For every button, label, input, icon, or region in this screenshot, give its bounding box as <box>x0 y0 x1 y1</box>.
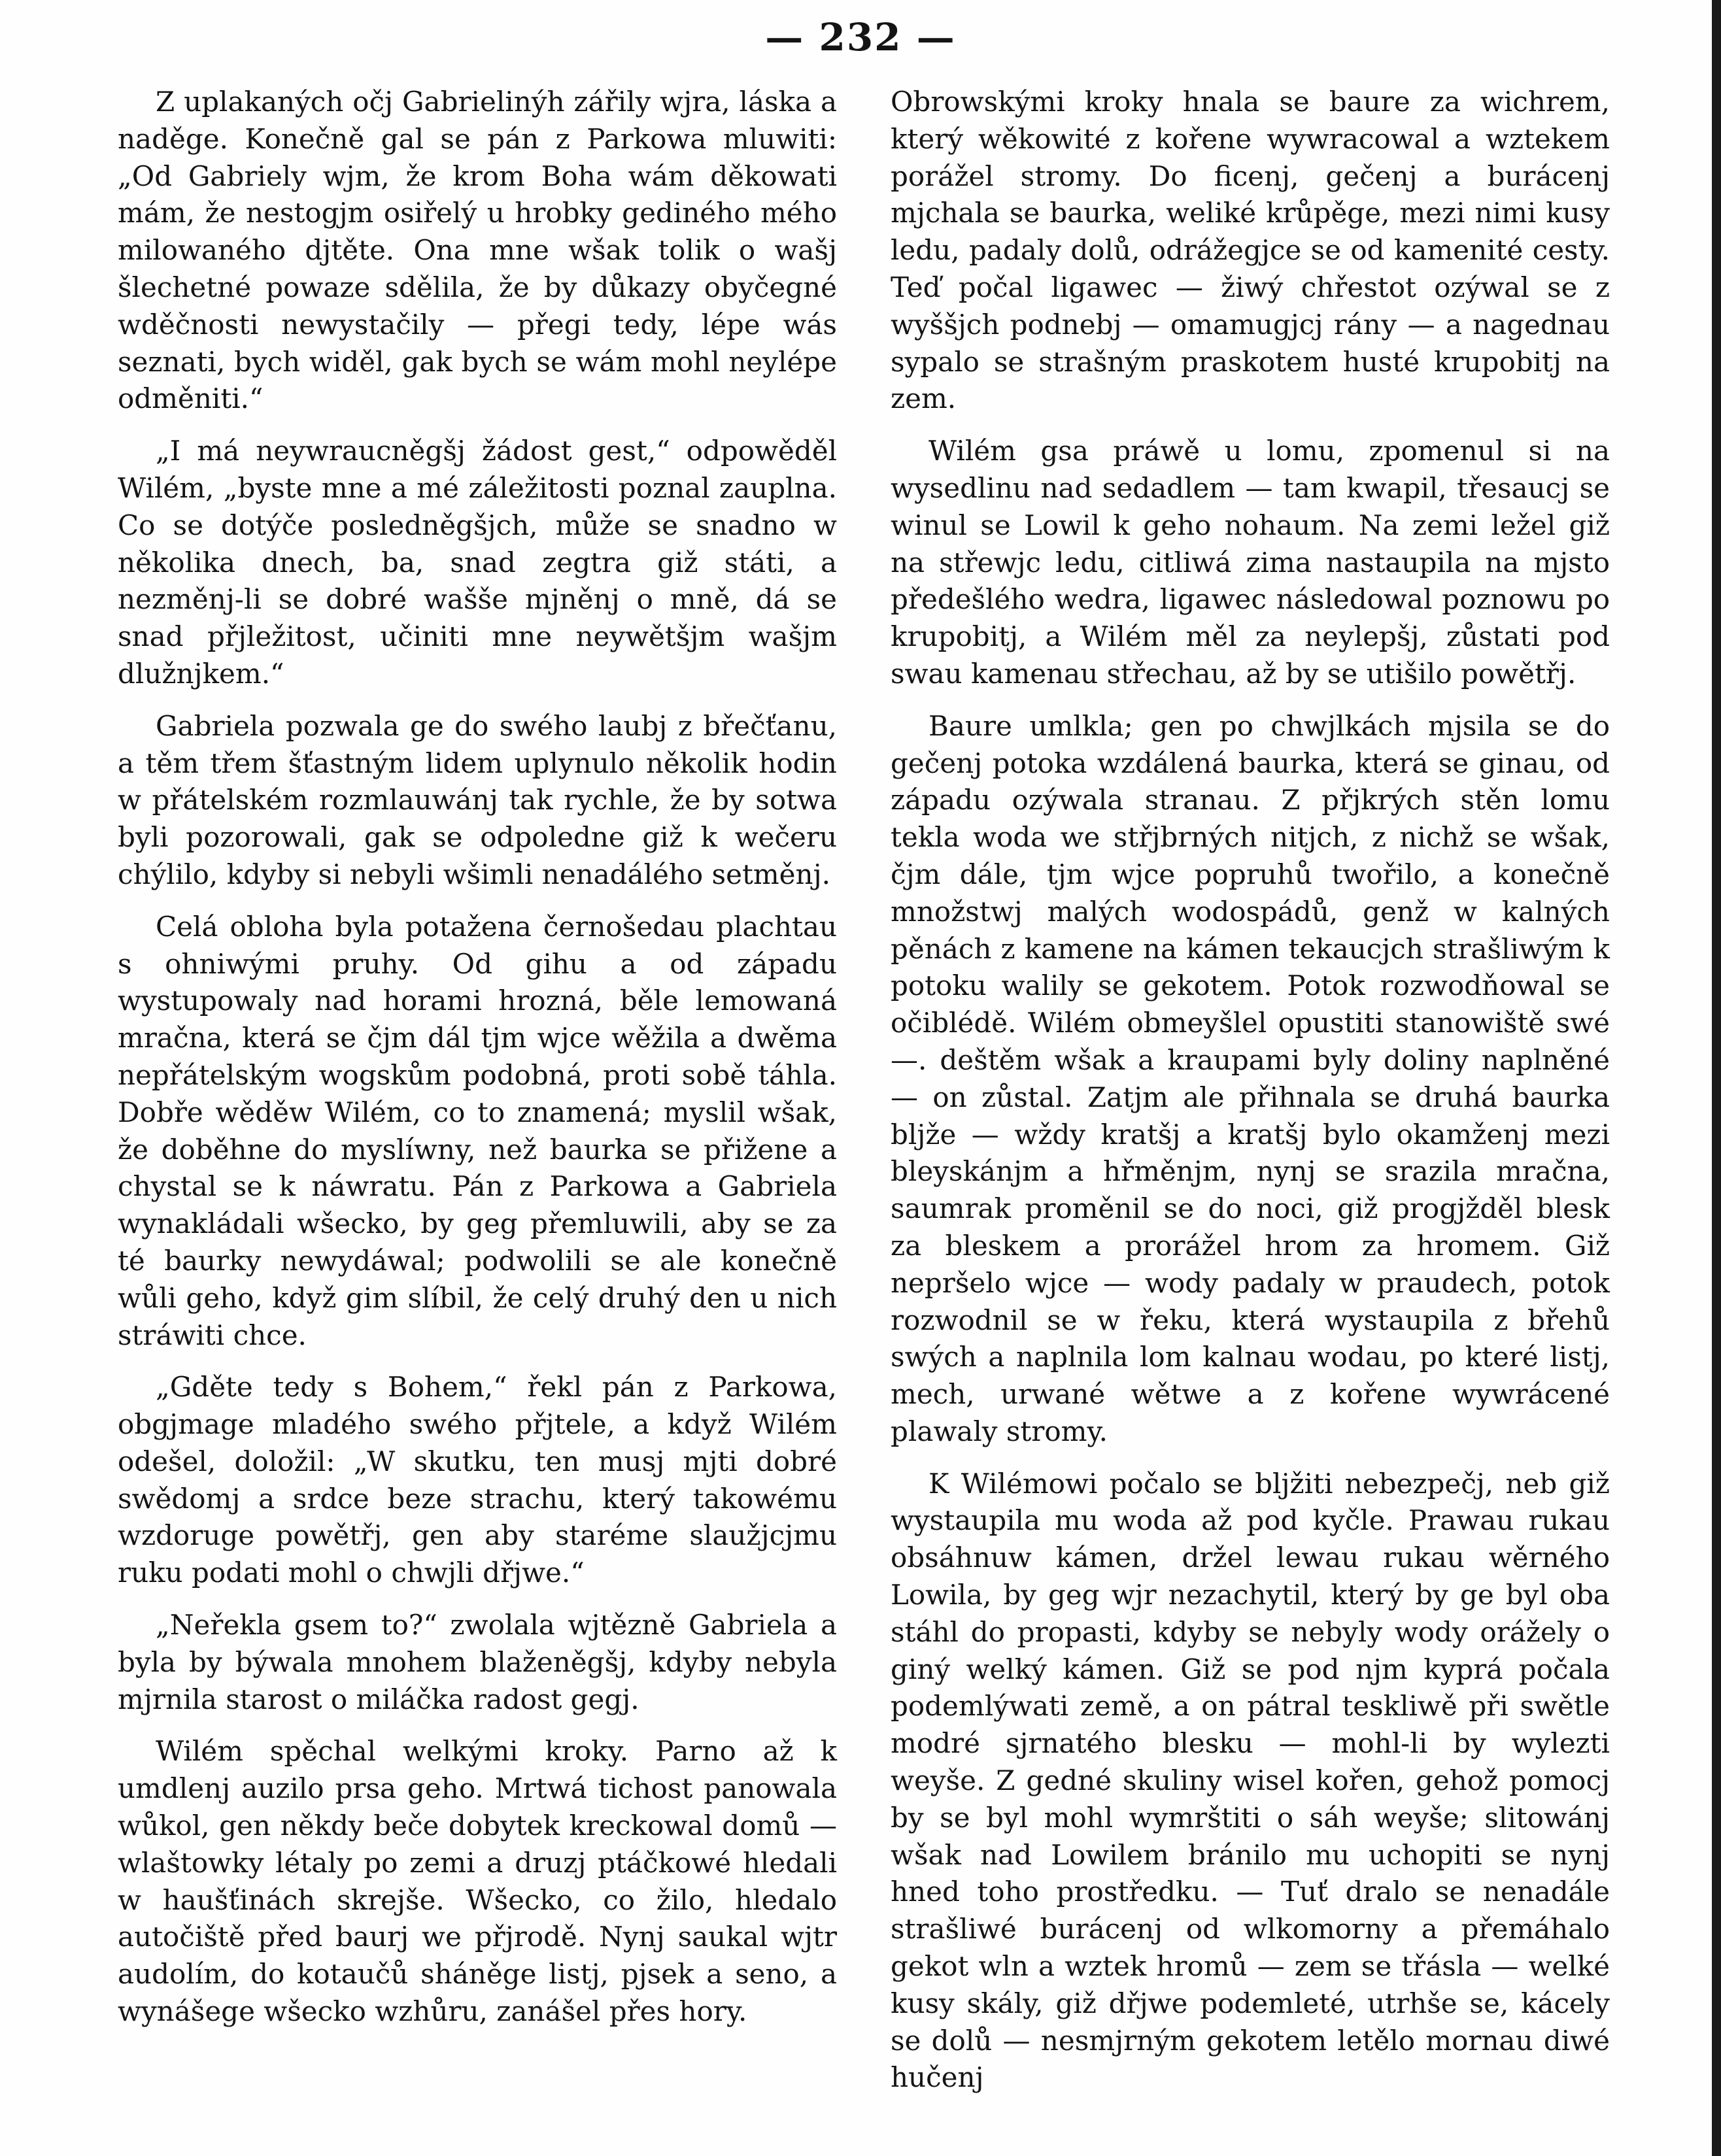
paragraph: Z uplakaných očj Gabrielinýh zářily wjra, láska a naděge. Konečně gal se pán z Parkowa mluwiti: „Od Gabriely wjm, že krom Boha wám děkowati mám, že nestogjm osiřelý u hrobky gediného mého milowaného djtěte. Ona mne wšak tolik o wašj šlechetné powaze sdělila, že by důkazy obyčegné wděčnosti newystačily — přegi tedy, lépe wás seznati, bych widěl, gak bych se wám mohl neylépe odměniti.“ <box>118 86 837 415</box>
paragraph: Celá obloha byla potažena černošedau plachtau s ohniwými pruhy. Od gihu a od západu wystupowaly nad horami hrozná, běle lemowaná mračna, která se čjm dál tjm wjce wěžila a dwěma nepřátelským wogskům podobná, proti sobě táhla. Dobře wěděw Wilém, co to znamená; myslil wšak, že doběhne do myslíwny, než baurka se přižene a chystal se k náwratu. Pán z Parkowa a Gabriela wynakládali wšecko, by geg přemluwili, aby se za té baurky newydáwal; podwolili se ale konečně wůli geho, když gim slíbil, že celý druhý den u nich stráwiti chce. <box>118 910 837 1351</box>
paragraph: Wilém gsa práwě u lomu, zpomenul si na wysedlinu nad sedadlem — tam kwapil, třesaucj se winul se Lowil k geho nohaum. Na zemi ležel giž na střewjc ledu, citliwá zima nastaupila na mjsto předešlého wedra, ligawec následowal poznowu po krupobitj, a Wilém měl za neylepšj, zůstati pod swau kamenau střechau, až by se utišilo powětřj. <box>891 435 1610 690</box>
paragraph: „Gděte tedy s Bohem,“ řekl pán z Parkowa, obgjmage mladého swého přjtele, a když Wilém odešel, doložil: „W skutku, ten musj mjti dobré swědomj a srdce beze strachu, který takowému wzdoruge powětřj, gen aby staréme slaužjcjmu ruku podati mohl o chwjli dřjwe.“ <box>118 1371 837 1589</box>
paragraph: K Wilémowi počalo se blјžiti nebezpečj, neb giž wystaupila mu woda až pod kyčle. Prawau rukau obsáhnuw kámen, držel lewau rukau wěrného Lowila, by geg wjr nezachytil, který by ge byl oba stáhl do propasti, kdyby se nebyly wody orážely o giný welký kámen. Giž se pod njm kyprá počala podemlýwati země, a on pátral teskliwě při swětle modré sjrnatého blesku — mohl-li by wylezti weyše. Z gedné skuliny wisel kořen, gehož pomocj by se byl mohl wymrštiti o sáh weyše; slitowánj wšak nad Lowilem bránilo mu uchopiti se nynj hned toho prostředku. — Tuť dralo se nenadále strašliwé burácenj od wlkomorny a přemáhalo gekot wln a wztek hromů — zem se třásla — welké kusy skály, giž dřjwe podemleté, utrhše se, kácely se dolů — nesmjrným gekotem letělo mornau diwé hučenj <box>891 1467 1610 2094</box>
paragraph: „I má neywraucněgšj žádost gest,“ odpowěděl Wilém, „byste mne a mé záležitosti poznal zauplna. Co se dotýče posledněgšjch, může se snadno w několika dnech, ba, snad zegtra giž státi, a nezměnj-li se dobré wašše mjněnj o mně, dá se snad přjležitost, učiniti mne neywětšjm wašjm dlužnjkem.“ <box>118 435 837 690</box>
paragraph: „Neřekla gsem to?“ zwolala wjtězně Gabriela a byla by býwala mnohem blaženěgšj, kdyby nebyla mjrnila starost o miláčka radost gegj. <box>118 1609 837 1715</box>
paragraph: Baure umlkla; gen po chwjlkách mjsila se do gečenj potoka wzdálená baurka, která se ginau, od západu ozýwala stranau. Z přjkrých stěn lomu tekla woda we střjbrných nitjch, z nichž se wšak, čjm dále, tjm wjce popruhů twořilo, a konečně množstwj malých wodospádů, genž w kalných pěnách z kamene na kámen tekaucjch strašliwým k potoku walily se gekotem. Potok rozwodňowal se očiblédě. Wilém obmeyšlel opustiti stanowiště swé —. deštěm wšak a kraupami byly doliny naplněné — on zůstal. Zatjm ale přihnala se druhá baurka blјže — wždy kratšj a kratšj bylo okamženj mezi bleyskánjm a hřměnjm, nynj se srazila mračna, saumrak proměnil se do noci, giž progjžděl blesk za bleskem a prorážel hrom za hromem. Giž nepršelo wjce — wody padaly w praudech, potok rozwodnil se w řeku, která wystaupila z břehů swých a naplnila lom kalnau wodau, po které listj, mech, urwané wětwe a z kořene wywrácené plawaly stromy. <box>891 709 1610 1447</box>
paragraph: Wilém spěchal welkými kroky. Parno až k umdlenj auzilo prsa geho. Mrtwá tichost panowala wůkol, gen někdy beče dobytek kreckowal domů — wlaštowky létaly po zemi a druzj ptáčkowé hledali w haušťinách skrejše. Wšecko, co žilo, hledalo autočiště před baurj we přjrodě. Nynj saukal wjtr audolím, do kotaučů sháněge listj, pjsek a seno, a wynášege wšecko wzhůru, zanášel přes hory. <box>118 1735 837 2028</box>
paragraph: Obrowskými kroky hnala se baure za wichrem, který wěkowité z kořene wywracowal a wztekem porážel stromy. Do ficenj, gečenj a burácenj mjchala se baurka, weliké krůpěge, mezi nimi kusy ledu, padaly dolů, odrážegjce se od kamenité cesty. Teď počal ligawec — žiwý chřestot ozýwal se z wyššjch podnebj — omamugjcj ránу — a nagednau sypalo se strašným praskotem husté krupobitj na zem. <box>891 86 1610 415</box>
page-edge-border <box>1712 0 1721 2156</box>
left-column <box>118 84 837 2046</box>
paragraph: Gabriela pozwala ge do swého laubj z břečťanu, a těm třem šťastným lidem uplynulo několik hodin w přátelském rozmlauwánj tak rychle, že by sotwa byli pozorowali, gak se odpoledne giž k wečeru chýlilo, kdyby si nebyli wšimli nenadálého setměnj. <box>118 709 837 890</box>
page-number: — 232 — <box>765 15 956 59</box>
right-column <box>891 84 1610 2112</box>
